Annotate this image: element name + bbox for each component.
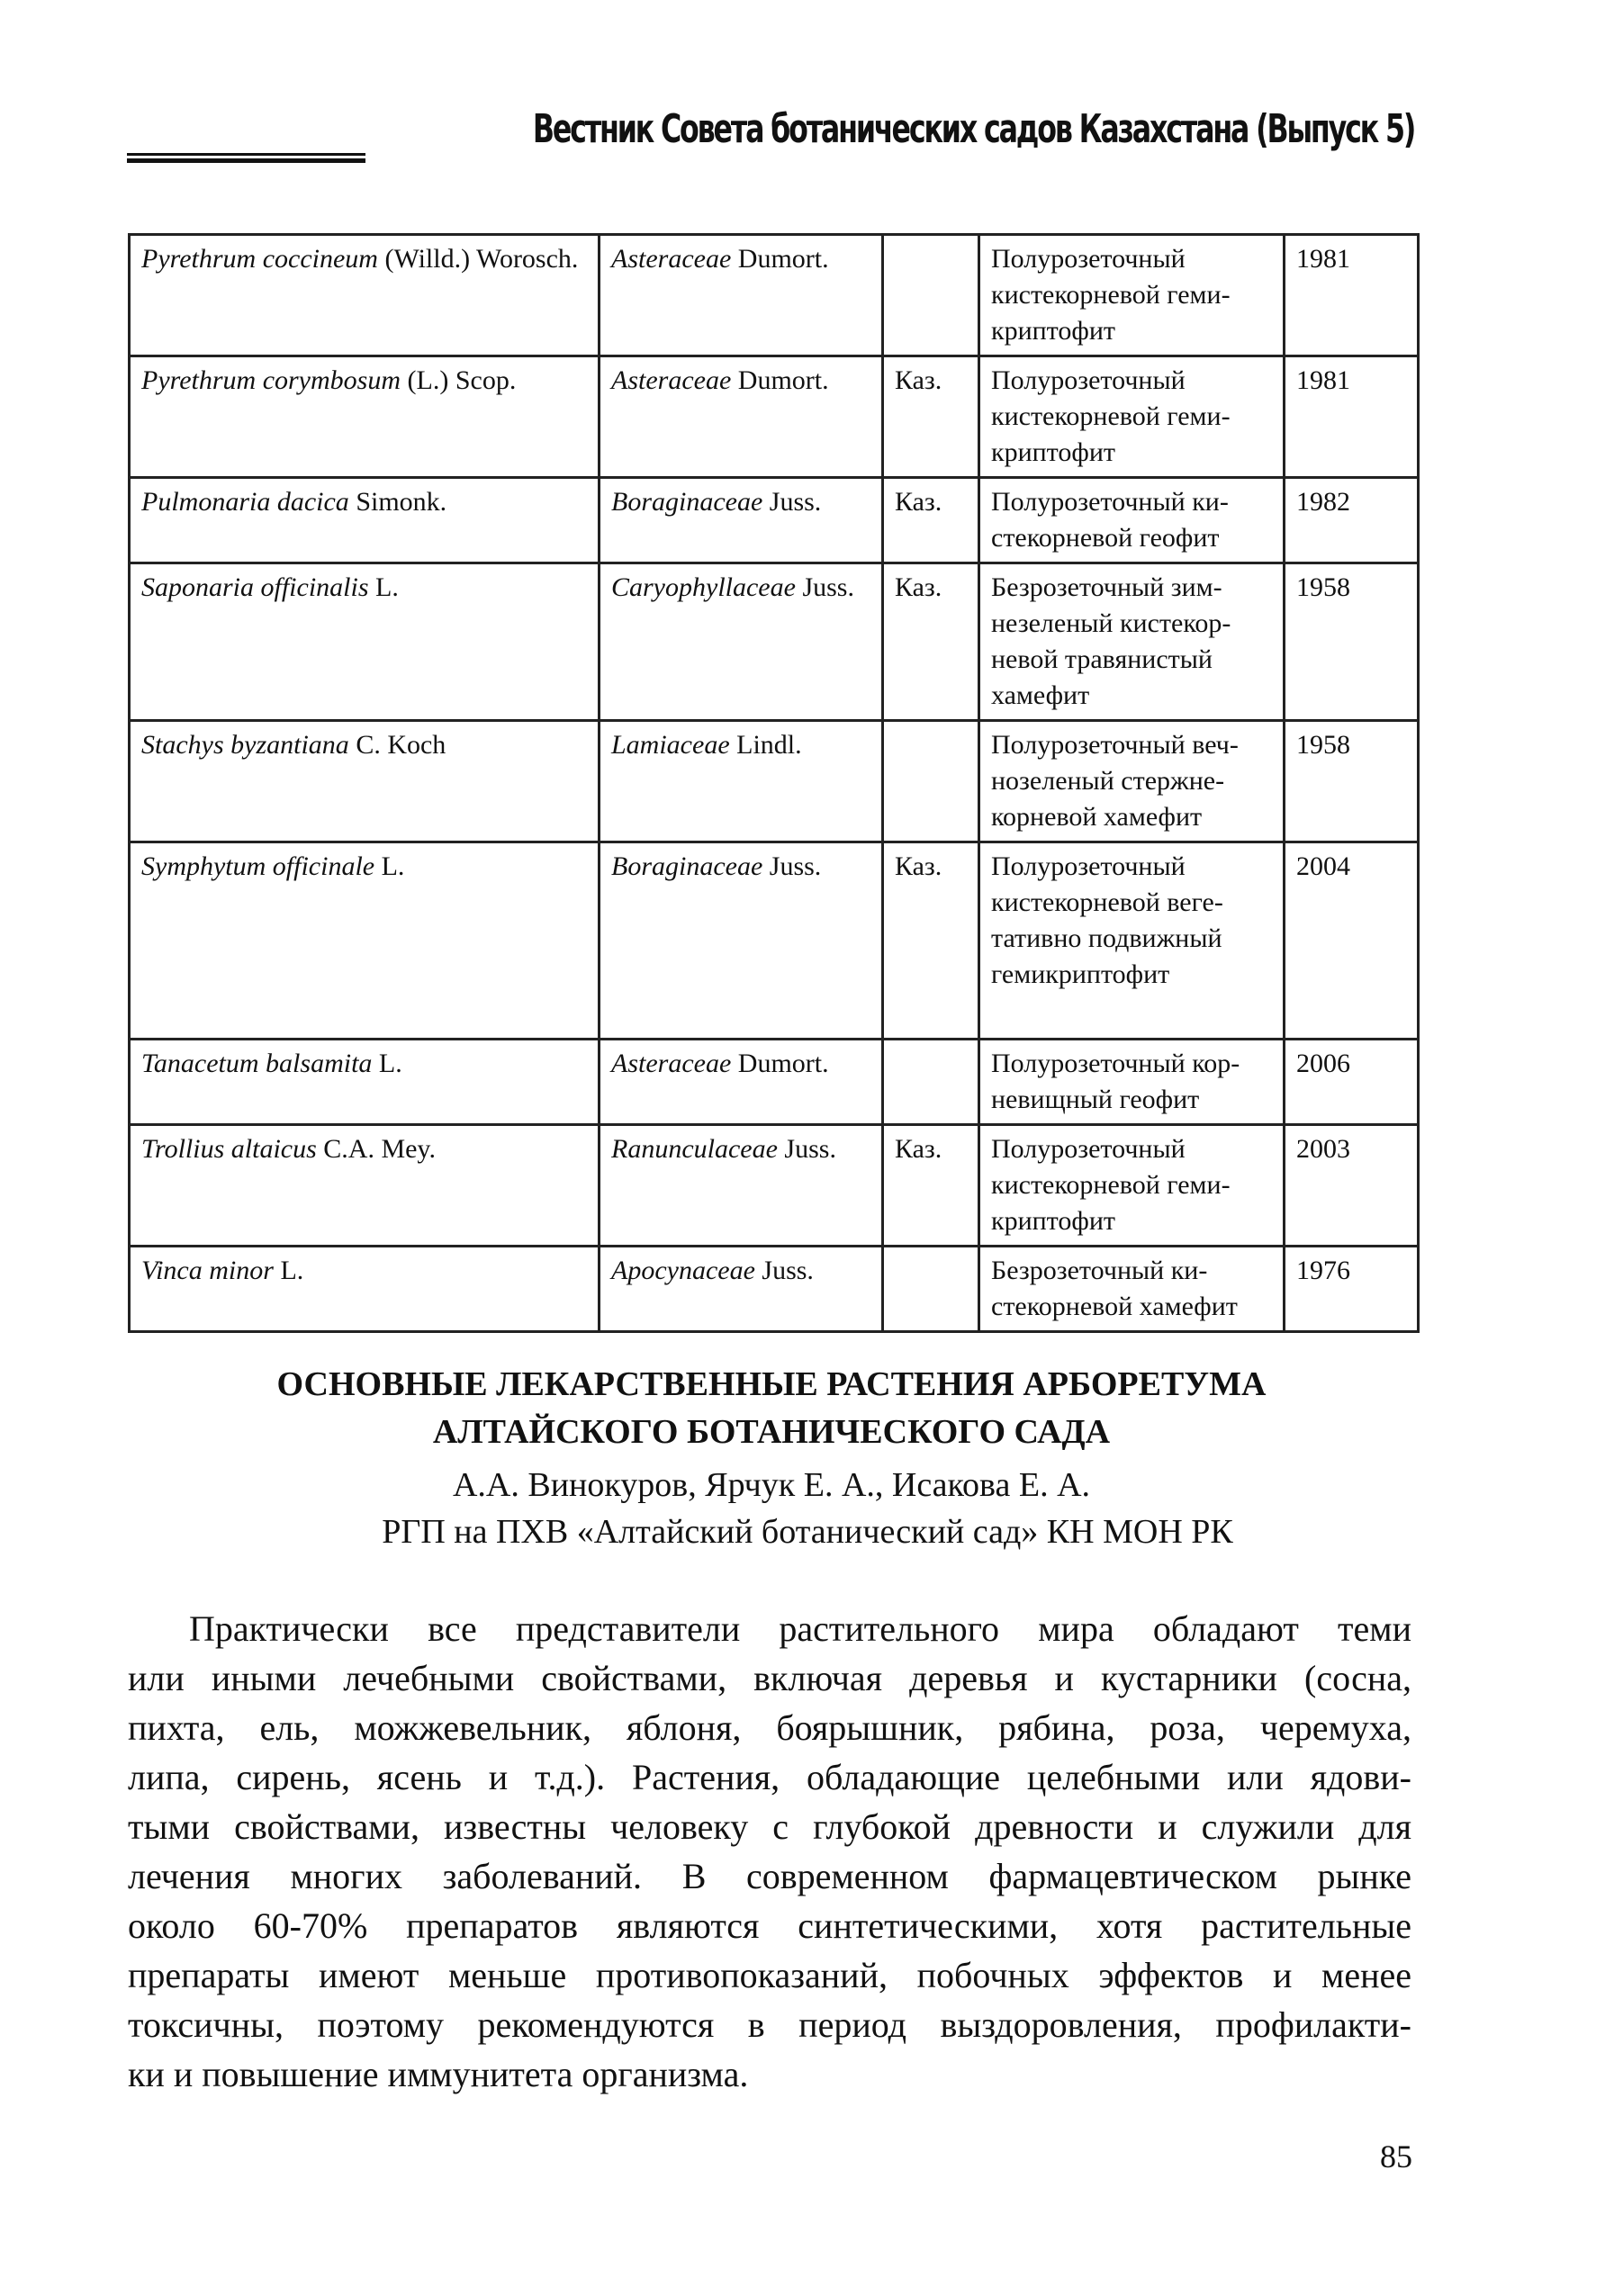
family-author: Dumort. bbox=[731, 1049, 829, 1078]
status-cell bbox=[883, 235, 979, 356]
year-cell bbox=[1285, 563, 1419, 721]
year-value: 2006 bbox=[1296, 1049, 1350, 1078]
status-value: Каз. bbox=[895, 365, 942, 395]
body-line: Практически все представители растительного мира обладают теми bbox=[189, 1608, 1411, 1649]
species-cell bbox=[130, 1247, 600, 1332]
article-affiliation: РГП на ПХВ «Алтайский ботанический сад» КН МОН РК bbox=[382, 1513, 1233, 1551]
family-author: Dumort. bbox=[731, 244, 829, 274]
family-author: Juss. bbox=[762, 487, 822, 517]
species-author: Simonk. bbox=[348, 487, 447, 517]
life-form-value: Безрозеточный ки-стекорневой хамефит bbox=[991, 1256, 1238, 1321]
article-title-line-2: АЛТАЙСКОГО БОТАНИЧЕСКОГО САДА bbox=[432, 1413, 1111, 1451]
family-author: Juss. bbox=[754, 1256, 814, 1285]
status-value: Каз. bbox=[895, 487, 942, 517]
life-form-value: Полурозеточный кистекорневой геми-криптофит bbox=[991, 365, 1231, 467]
family-author: Juss. bbox=[795, 572, 854, 602]
table-row bbox=[130, 356, 1419, 478]
family-cell bbox=[600, 721, 883, 842]
header-rule-thin bbox=[127, 153, 365, 156]
family-cell bbox=[600, 356, 883, 478]
article-authors: А.А. Винокуров, Ярчук Е. А., Исакова Е. А. bbox=[452, 1466, 1091, 1504]
life-form-cell bbox=[979, 842, 1285, 1040]
life-form-value: Полурозеточный ки-стекорневой геофит bbox=[991, 487, 1229, 553]
body-line: пихта, ель, можжевельник, яблоня, боярышник, рябина, роза, черемуха, bbox=[128, 1707, 1411, 1748]
family-name: Boraginaceae bbox=[611, 487, 763, 517]
life-form-cell bbox=[979, 1247, 1285, 1332]
family-author: Dumort. bbox=[731, 365, 829, 395]
status-value: Каз. bbox=[895, 1134, 942, 1164]
year-value: 1976 bbox=[1296, 1256, 1350, 1285]
status-value: Каз. bbox=[895, 572, 942, 602]
species-cell bbox=[130, 842, 600, 1040]
family-cell bbox=[600, 235, 883, 356]
body-line: около 60-70% препаратов являются синтетическими, хотя растительные bbox=[128, 1905, 1411, 1946]
species-author: C.A. Mey. bbox=[316, 1134, 436, 1164]
life-form-cell bbox=[979, 1040, 1285, 1125]
body-line: препараты имеют меньше противопоказаний, побочных эффектов и менее bbox=[128, 1955, 1411, 1995]
year-value: 1981 bbox=[1296, 365, 1350, 395]
body-line: липа, сирень, ясень и т.д.). Растения, обладающие целебными или ядови- bbox=[128, 1757, 1411, 1797]
status-cell bbox=[883, 1125, 979, 1247]
species-author: L. bbox=[374, 851, 405, 881]
family-cell bbox=[600, 1040, 883, 1125]
family-name: Caryophyllaceae bbox=[611, 572, 796, 602]
family-cell bbox=[600, 842, 883, 1040]
year-value: 1958 bbox=[1296, 572, 1350, 602]
status-cell bbox=[883, 356, 979, 478]
family-cell bbox=[600, 1247, 883, 1332]
species-author: C. Koch bbox=[348, 730, 446, 760]
species-name: Pulmonaria dacica bbox=[141, 487, 349, 517]
family-name: Ranunculaceae bbox=[611, 1134, 778, 1164]
table-row bbox=[130, 842, 1419, 1040]
body-line: ки и повышение иммунитета организма. bbox=[128, 2054, 749, 2094]
species-name: Trollius altaicus bbox=[141, 1134, 317, 1164]
article-title-line-1: ОСНОВНЫЕ ЛЕКАРСТВЕННЫЕ РАСТЕНИЯ АРБОРЕТУМА bbox=[276, 1365, 1267, 1403]
species-name: Tanacetum balsamita bbox=[141, 1049, 373, 1078]
page-number: 85 bbox=[1380, 2138, 1412, 2174]
running-head bbox=[127, 106, 1414, 169]
family-name: Apocynaceae bbox=[611, 1256, 755, 1285]
year-cell bbox=[1285, 235, 1419, 356]
year-cell bbox=[1285, 1125, 1419, 1247]
life-form-value: Полурозеточный кистекорневой геми-криптофит bbox=[991, 1134, 1231, 1236]
life-form-value: Полурозеточный кор-невищный геофит bbox=[991, 1049, 1240, 1114]
species-author: L. bbox=[372, 1049, 402, 1078]
family-cell bbox=[600, 478, 883, 563]
species-table bbox=[128, 233, 1420, 1333]
family-name: Lamiaceae bbox=[611, 730, 730, 760]
year-cell bbox=[1285, 842, 1419, 1040]
status-cell bbox=[883, 1040, 979, 1125]
species-cell bbox=[130, 721, 600, 842]
status-value: Каз. bbox=[895, 851, 942, 881]
species-cell bbox=[130, 478, 600, 563]
species-author: L. bbox=[273, 1256, 304, 1285]
family-cell bbox=[600, 1125, 883, 1247]
year-value: 2004 bbox=[1296, 851, 1350, 881]
life-form-value: Полурозеточный веч-нозеленый стержне-корневой хамефит bbox=[991, 730, 1239, 832]
journal-title: Вестник Совета ботанических садов Казахстана (Выпуск 5) bbox=[532, 106, 1414, 152]
table-row bbox=[130, 1125, 1419, 1247]
life-form-cell bbox=[979, 563, 1285, 721]
year-value: 1981 bbox=[1296, 244, 1350, 274]
species-name: Pyrethrum corymbosum bbox=[141, 365, 401, 395]
article-title bbox=[128, 1361, 1415, 1456]
life-form-value: Безрозеточный зим-незеленый кистекор-невой травянистый хамефит bbox=[991, 572, 1231, 710]
species-cell bbox=[130, 356, 600, 478]
year-cell bbox=[1285, 1040, 1419, 1125]
life-form-cell bbox=[979, 721, 1285, 842]
table-row bbox=[130, 1040, 1419, 1125]
year-value: 1982 bbox=[1296, 487, 1350, 517]
life-form-value: Полурозеточный кистекорневой веге-тативно подвижный гемикриптофит bbox=[991, 851, 1223, 989]
body-line: токсичны, поэтому рекомендуются в период выздоровления, профилакти- bbox=[128, 2004, 1411, 2045]
table-row bbox=[130, 563, 1419, 721]
family-name: Boraginaceae bbox=[611, 851, 763, 881]
header-rule-thick bbox=[127, 158, 365, 163]
family-author: Lindl. bbox=[729, 730, 802, 760]
status-cell bbox=[883, 478, 979, 563]
year-value: 2003 bbox=[1296, 1134, 1350, 1164]
body-line: или иными лечебными свойствами, включая деревья и кустарники (сосна, bbox=[128, 1658, 1411, 1698]
species-name: Pyrethrum coccineum bbox=[141, 244, 378, 274]
species-name: Stachys byzantiana bbox=[141, 730, 349, 760]
status-cell bbox=[883, 842, 979, 1040]
article-body-paragraph bbox=[128, 1604, 1411, 2099]
family-name: Asteraceae bbox=[611, 1049, 732, 1078]
family-name: Asteraceae bbox=[611, 244, 732, 274]
life-form-cell bbox=[979, 356, 1285, 478]
species-name: Vinca minor bbox=[141, 1256, 274, 1285]
life-form-cell bbox=[979, 235, 1285, 356]
table-row bbox=[130, 235, 1419, 356]
species-name: Symphytum officinale bbox=[141, 851, 375, 881]
year-cell bbox=[1285, 721, 1419, 842]
body-line: тыми свойствами, известны человеку с глубокой древности и служили для bbox=[128, 1806, 1411, 1847]
species-name: Saponaria officinalis bbox=[141, 572, 369, 602]
status-cell bbox=[883, 563, 979, 721]
year-value: 1958 bbox=[1296, 730, 1350, 760]
family-author: Juss. bbox=[777, 1134, 836, 1164]
status-cell bbox=[883, 1247, 979, 1332]
status-cell bbox=[883, 721, 979, 842]
species-cell bbox=[130, 563, 600, 721]
body-line: лечения многих заболеваний. В современном фармацевтическом рынке bbox=[128, 1856, 1411, 1896]
table-row bbox=[130, 478, 1419, 563]
year-cell bbox=[1285, 478, 1419, 563]
species-cell bbox=[130, 1125, 600, 1247]
year-cell bbox=[1285, 1247, 1419, 1332]
life-form-value: Полурозеточный кистекорневой геми-криптофит bbox=[991, 244, 1231, 346]
life-form-cell bbox=[979, 1125, 1285, 1247]
life-form-cell bbox=[979, 478, 1285, 563]
species-cell bbox=[130, 1040, 600, 1125]
species-author: L. bbox=[368, 572, 399, 602]
species-author: (L.) Scop. bbox=[401, 365, 517, 395]
table-row bbox=[130, 1247, 1419, 1332]
species-cell bbox=[130, 235, 600, 356]
family-author: Juss. bbox=[762, 851, 822, 881]
species-author: (Willd.) Worosch. bbox=[377, 244, 579, 274]
family-name: Asteraceae bbox=[611, 365, 732, 395]
family-cell bbox=[600, 563, 883, 721]
table-row bbox=[130, 721, 1419, 842]
year-cell bbox=[1285, 356, 1419, 478]
